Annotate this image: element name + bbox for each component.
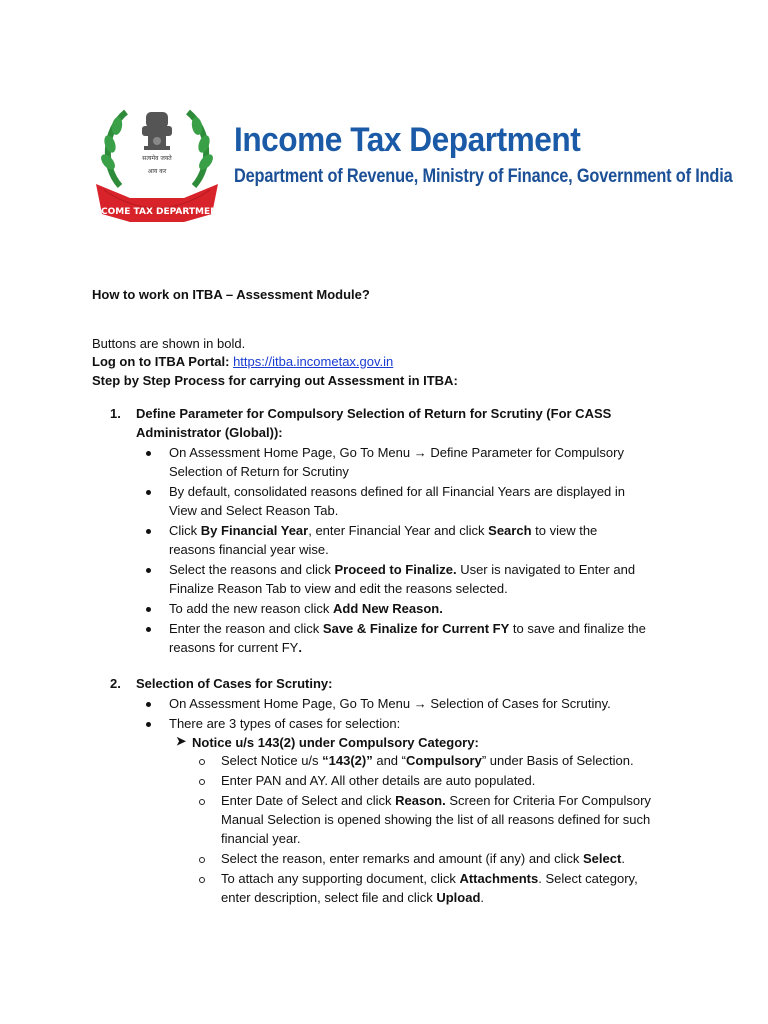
logo-motto-text: सत्यमेव जयते xyxy=(142,155,172,162)
circle-bullet-icon xyxy=(199,799,205,805)
s2-sub2: Enter PAN and AY. All other details are auto populated. xyxy=(221,773,536,788)
s1-bullet2-line2: View and Select Reason Tab. xyxy=(169,503,339,518)
step-heading: Step by Step Process for carrying out Assessment in ITBA: xyxy=(92,373,458,388)
section1-title-line2: Administrator (Global)): xyxy=(136,425,283,440)
itba-portal-link[interactable]: https://itba.incometax.gov.in xyxy=(233,354,394,369)
logo-ribbon-text: INCOME TAX DEPARTMENT xyxy=(90,207,224,217)
department-subtitle: Department of Revenue, Ministry of Finance, Government of India xyxy=(234,166,733,187)
bullet-dot xyxy=(146,568,151,573)
bullet-dot xyxy=(146,529,151,534)
proceed-to-finalize-button-text: Proceed to Finalize. xyxy=(334,562,457,577)
attachments-button-text: Attachments xyxy=(459,871,539,886)
s2-sub1: Select Notice u/s “143(2)” and “Compulsory” under Basis of Selection. xyxy=(221,753,634,768)
s2-sub5-line2: enter description, select file and click Upload. xyxy=(221,890,485,905)
section2-number: 2. xyxy=(110,676,121,691)
reason-button-text: Reason. xyxy=(395,793,446,808)
bullet-dot xyxy=(146,451,151,456)
s2-sub4: Select the reason, enter remarks and amount (if any) and click Select. xyxy=(221,851,625,866)
section1-title-line1: Define Parameter for Compulsory Selection of Return for Scrutiny (For CASS xyxy=(136,406,612,421)
document-heading: How to work on ITBA – Assessment Module? xyxy=(92,287,370,302)
s1-bullet4-line2: Finalize Reason Tab to view and edit the reasons selected. xyxy=(169,581,508,596)
s1-bullet1-line2: Selection of Return for Scrutiny xyxy=(169,464,349,479)
s2-bullet1: On Assessment Home Page, Go To Menu → Selection of Cases for Scrutiny. xyxy=(169,696,611,711)
circle-bullet-icon xyxy=(199,857,205,863)
s2-sub3-line3: financial year. xyxy=(221,831,301,846)
logon-line xyxy=(92,352,393,371)
income-tax-emblem-logo xyxy=(90,94,224,224)
s2-sub-title: Notice u/s 143(2) under Compulsory Category: xyxy=(192,735,479,750)
search-button-text: Search xyxy=(488,523,532,538)
save-finalize-button-text: Save & Finalize for Current FY xyxy=(322,621,510,636)
s2-sub3-line1: Enter Date of Select and click Reason. Screen for Criteria For Compulsory xyxy=(221,793,651,808)
s1-bullet6-line1: Enter the reason and click Save & Finalize for Current FY to save and finalize the xyxy=(169,621,646,636)
bullet-dot xyxy=(146,607,151,612)
s1-bullet2-line1: By default, consolidated reasons defined for all Financial Years are displayed in xyxy=(169,484,626,499)
by-financial-year-button-text: By Financial Year xyxy=(200,523,309,538)
s1-bullet5: To add the new reason click Add New Reason. xyxy=(169,601,443,616)
section1-number: 1. xyxy=(110,406,121,421)
add-new-reason-button-text: Add New Reason. xyxy=(333,601,443,616)
s1-bullet6-line2: reasons for current FY. xyxy=(169,640,302,655)
select-button-text: Select xyxy=(583,851,622,866)
logon-label: Log on to ITBA Portal: xyxy=(92,354,230,369)
section2-title: Selection of Cases for Scrutiny: xyxy=(136,676,333,691)
upload-button-text: Upload xyxy=(436,890,481,905)
s1-bullet4-line1: Select the reasons and click Proceed to Finalize. User is navigated to Enter and xyxy=(169,562,636,577)
svg-text:आय कर: आय कर xyxy=(147,168,167,175)
s1-bullet1-line1: On Assessment Home Page, Go To Menu → Define Parameter for Compulsory xyxy=(169,445,624,460)
s1-bullet3-line1: Click By Financial Year, enter Financial Year and click Search to view the xyxy=(169,523,598,538)
s2-sub3-line2: Manual Selection is opened showing the list of all reasons defined for such xyxy=(221,812,651,827)
bullet-dot xyxy=(146,702,151,707)
buttons-note: Buttons are shown in bold. xyxy=(92,336,246,351)
circle-bullet-icon xyxy=(199,877,205,883)
s2-sub5-line1: To attach any supporting document, click Attachments. Select category, xyxy=(221,871,638,886)
arrow-bullet-icon: ➤ xyxy=(176,734,187,748)
s2-bullet2: There are 3 types of cases for selection: xyxy=(169,716,401,731)
bullet-dot xyxy=(146,627,151,632)
department-title: Income Tax Department xyxy=(234,121,581,159)
bullet-dot xyxy=(146,490,151,495)
circle-bullet-icon xyxy=(199,759,205,765)
bullet-dot xyxy=(146,722,151,727)
circle-bullet-icon xyxy=(199,779,205,785)
s1-bullet3-line2: reasons financial year wise. xyxy=(169,542,329,557)
